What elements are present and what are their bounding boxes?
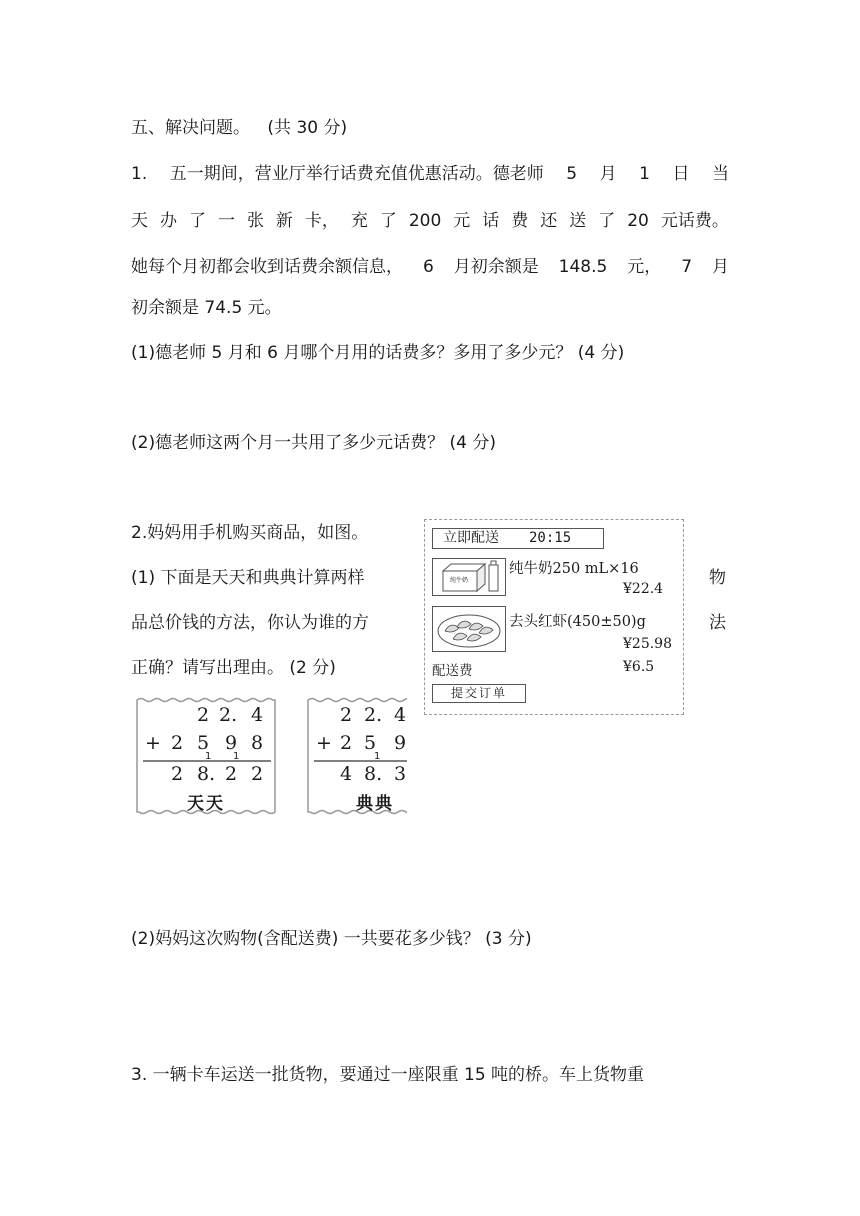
q1-line-2: 天 办 了 一 张 新 卡， 充 了 200 元 话 费 还 送 了 20 元话费。	[131, 211, 729, 231]
fee-price: ¥6.5	[623, 659, 655, 675]
item1-name: 纯牛奶250 mL×16	[509, 561, 639, 577]
calc-card-diandian	[306, 697, 407, 815]
q2-sub1-line-1: (1) 下面是天天和典典计算两样	[131, 568, 365, 588]
order-card	[424, 519, 684, 715]
shrimp-icon	[433, 607, 505, 651]
q1-line-4: 初余额是 74.5 元。	[131, 298, 282, 318]
calc-card-tiantian	[135, 697, 278, 815]
shrimp-image	[432, 606, 506, 652]
q1-sub-question-2: (2)德老师这两个月一共用了多少元话费？ (4 分)	[131, 433, 496, 453]
calc-digit: 2	[340, 732, 353, 754]
milk-image	[432, 558, 506, 596]
calc-plus: +	[145, 732, 161, 754]
calc-digit: 4	[251, 704, 264, 726]
item2-name: 去头红虾(450±50)g	[509, 614, 646, 630]
delivery-time: 20:15	[529, 530, 572, 546]
calc-digit: 2	[171, 763, 184, 785]
q1-line-1: 1. 五一期间，营业厅举行话费充值优惠活动。德老师 5 月 1 日 当	[131, 164, 729, 184]
q2-intro: 2.妈妈用手机购买商品，如图。	[131, 523, 369, 543]
calc-digit: 9	[225, 732, 238, 754]
fee-label: 配送费	[432, 663, 473, 679]
calc-digit: 2	[225, 763, 238, 785]
q2-sub1-line-3: 正确？请写出理由。 (2 分)	[131, 658, 336, 678]
q1-sub-question-1: (1)德老师 5 月和 6 月哪个月用的话费多？多用了多少元？ (4 分)	[131, 343, 625, 363]
delivery-label: 立即配送	[443, 530, 499, 546]
calc-name-tiantian: 天天	[187, 794, 225, 814]
q2-sub1-line-2-end: 法	[709, 613, 726, 633]
calc-name-diandian: 典典	[356, 794, 394, 814]
delivery-bar	[432, 528, 604, 549]
calc-plus: +	[316, 732, 332, 754]
section-score: (共 30 分)	[267, 118, 348, 138]
milk-box-icon	[433, 559, 505, 595]
carry-mark: 1	[374, 751, 381, 762]
q1-line-3: 她每个月初都会收到话费余额信息， 6 月初余额是 148.5 元， 7 月	[131, 257, 729, 277]
calc-digit: 4	[394, 704, 407, 726]
calc-digit: 8.	[364, 763, 383, 785]
calc-digit: 3	[394, 763, 407, 785]
item1-price: ¥22.4	[623, 581, 664, 597]
calc-digit: 2	[197, 704, 210, 726]
calc-digit: 2.	[364, 704, 383, 726]
calc-digit: 2.	[219, 704, 238, 726]
carry-mark: 1	[205, 751, 212, 762]
item2-price: ¥25.98	[623, 636, 672, 652]
section-heading	[131, 116, 347, 140]
q3-line-1: 3. 一辆卡车运送一批货物，要通过一座限重 15 吨的桥。车上货物重	[131, 1065, 645, 1085]
q2-sub1-line-2: 品总价钱的方法，你认为谁的方	[131, 613, 369, 633]
q2-sub1-line-1-end: 物	[709, 568, 726, 588]
section-title: 五、解决问题。	[131, 118, 250, 138]
calc-digit: 9	[394, 732, 407, 754]
calc-digit: 8.	[197, 763, 216, 785]
calc-digit: 8	[251, 732, 264, 754]
calc-digit: 4	[340, 763, 353, 785]
calc-digit: 2	[171, 732, 184, 754]
calc-digit: 2	[340, 704, 353, 726]
q2-sub-question-2: (2)妈妈这次购物(含配送费) 一共要花多少钱？ (3 分)	[131, 929, 532, 949]
submit-order-button: 提交订单	[432, 684, 526, 703]
calc-digit: 5	[364, 732, 377, 754]
calc-digit: 2	[251, 763, 264, 785]
carry-mark: 1	[233, 751, 240, 762]
calc-digit: 5	[197, 732, 210, 754]
milk-box-label: 纯牛奶	[450, 577, 469, 584]
